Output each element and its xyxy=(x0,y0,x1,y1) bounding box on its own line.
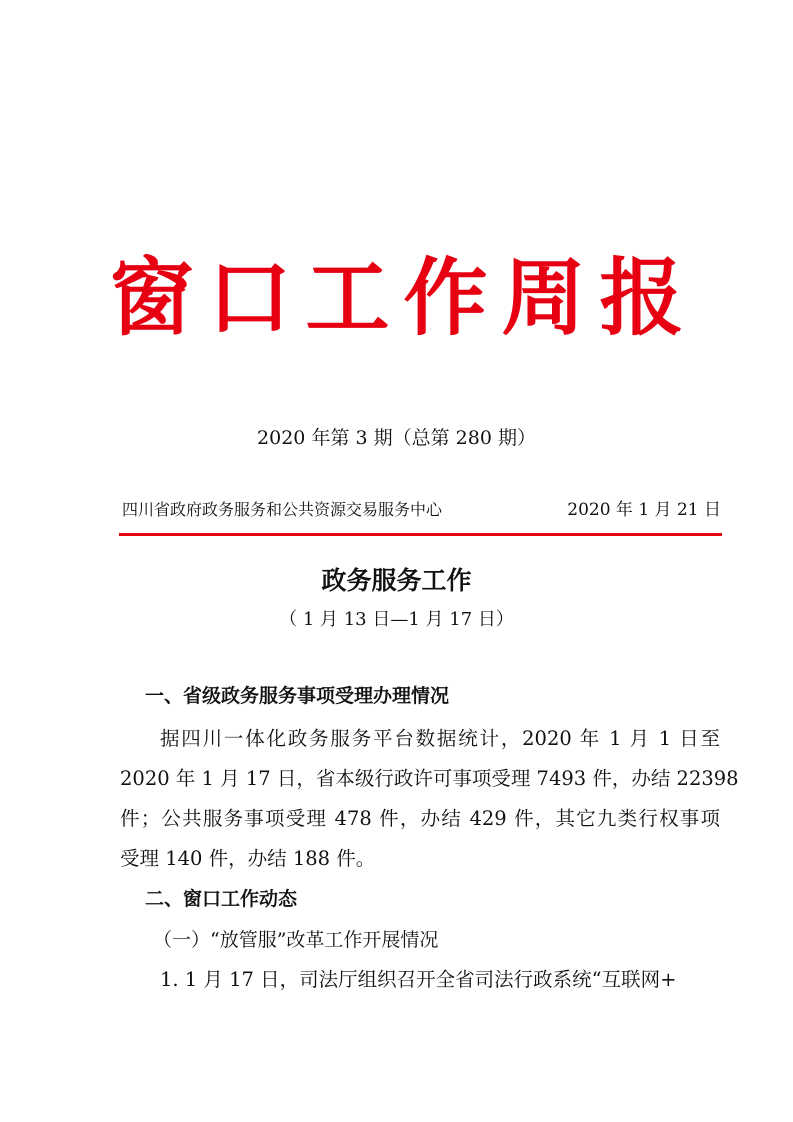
body-line: 受理 140 件，办结 188 件。 xyxy=(120,847,376,870)
part2-heading: 二、窗口工作动态 xyxy=(145,888,298,910)
masthead-title: 窗口工作周报 xyxy=(109,248,698,347)
body-line: 据四川一体化政务服务平台数据统计，2020 年 1 月 1 日至 xyxy=(160,727,720,750)
part1-heading: 一、省级政务服务事项受理办理情况 xyxy=(145,685,450,707)
body-line: 1. 1 月 17 日，司法厅组织召开全省司法行政系统“互联网+ xyxy=(160,968,677,991)
issue-number: 2020 年第 3 期（总第 280 期） xyxy=(257,427,536,449)
publication-date: 2020 年 1 月 21 日 xyxy=(567,500,721,520)
part2-subheading: （一）“放管服”改革工作开展情况 xyxy=(153,929,439,951)
body-line: 2020 年 1 月 17 日，省本级行政许可事项受理 7493 件，办结 22398 xyxy=(120,767,739,790)
red-divider xyxy=(119,533,722,536)
section-date-range: （ 1 月 13 日—1 月 17 日） xyxy=(279,609,514,630)
section-title: 政务服务工作 xyxy=(321,566,472,595)
issuing-agency: 四川省政府政务服务和公共资源交易服务中心 xyxy=(122,500,443,519)
body-line: 件；公共服务事项受理 478 件，办结 429 件，其它九类行权事项 xyxy=(120,807,720,830)
